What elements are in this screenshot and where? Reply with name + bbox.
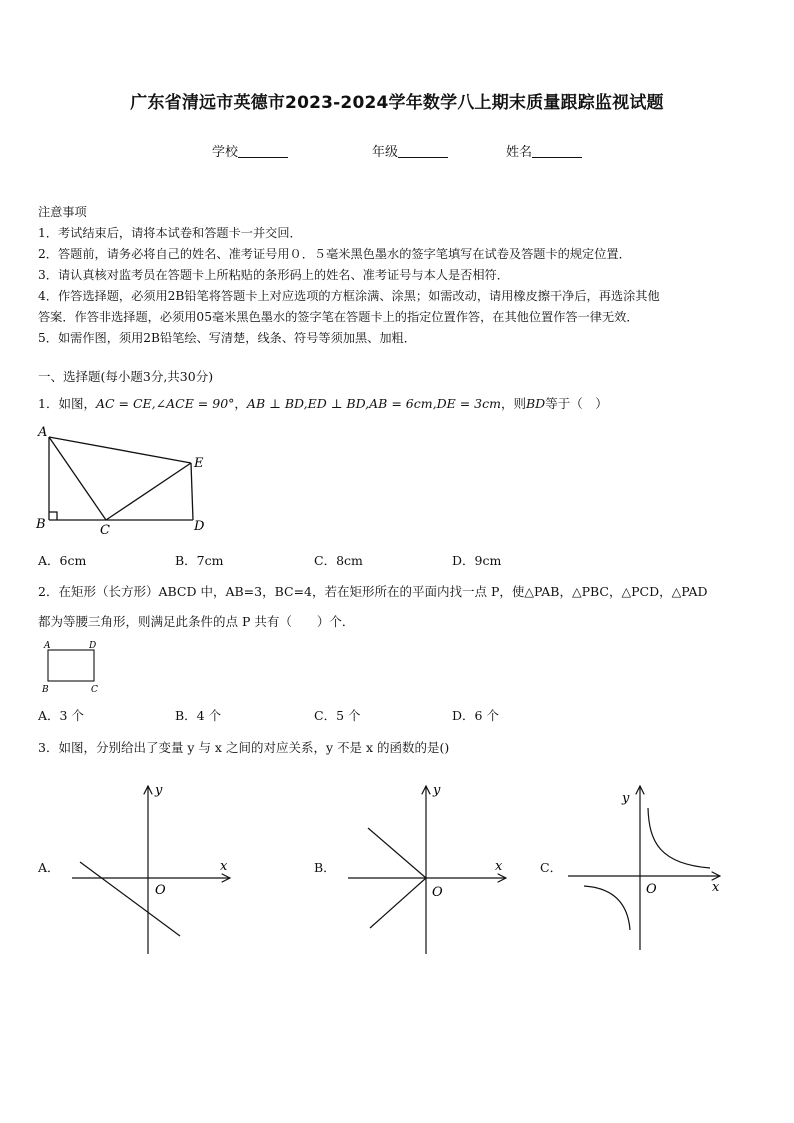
notice-item: 3．请认真核对监考员在答题卡上所粘贴的条形码上的姓名、准考证号与本人是否相符． (38, 268, 509, 282)
segment-ce (106, 463, 191, 520)
y-axis-label: y (155, 783, 163, 798)
label-b: B (42, 685, 49, 695)
segment-ae (49, 437, 191, 463)
right-angle-mark (49, 512, 57, 520)
q2-option-c[interactable]: C．5 个 (314, 708, 361, 723)
q1-math-condition-2: AB ⊥ BD,ED ⊥ BD,AB = 6cm,DE = 3cm (246, 396, 501, 411)
q1-math-condition-1: AC = CE,∠ACE = 90° (95, 396, 235, 411)
x-axis-label: x (495, 859, 503, 874)
notice-heading: 注意事项 (38, 205, 87, 219)
school-blank (238, 144, 288, 158)
lower-ray (370, 878, 426, 928)
grade-blank (398, 144, 448, 158)
x-axis-label: x (712, 880, 720, 895)
notice-item: 2．答题前，请务必将自己的姓名、准考证号用０．５毫米黑色墨水的签字笔填写在试卷及答题卡的规定位置． (38, 247, 631, 261)
function-line (80, 862, 180, 936)
y-axis-label: y (622, 791, 630, 806)
origin-label: O (155, 883, 166, 898)
q3-graph-c (562, 780, 742, 960)
notice-item: 1．考试结束后，请将本试卷和答题卡一并交回． (38, 226, 302, 240)
notice-item: 答案．作答非选择题，必须用05毫米黑色墨水的签字笔在答题卡上的指定位置作答，在其他位置作答一律无效． (38, 310, 639, 324)
question-2-line-1: 2．在矩形（长方形）ABCD 中，AB=3，BC=4，若在矩形所在的平面内找一点 P，使△PAB，△PBC，△PCD，△PAD (38, 584, 708, 599)
grade-label: 年级 (372, 145, 399, 160)
question-1 (38, 394, 608, 412)
question-2-line-2: 都为等腰三角形，则满足此条件的点 P 共有（ ）个． (38, 614, 355, 629)
q1-option-d[interactable]: D．9cm (452, 553, 502, 568)
notice-item: 4．作答选择题，必须用2B铅笔将答题卡上对应选项的方框涂满、涂黑；如需改动，请用橡皮擦干净后，再选涂其他 (38, 289, 660, 303)
q1-option-c[interactable]: C．8cm (314, 553, 363, 568)
q3-option-b[interactable]: B． (314, 860, 336, 875)
label-c: C (100, 523, 110, 538)
q1-mid: ，则 (500, 396, 526, 411)
q2-option-d[interactable]: D．6 个 (452, 708, 499, 723)
grade-field (372, 141, 448, 160)
y-axis-label: y (433, 783, 441, 798)
hyperbola-branch-third-quadrant (584, 886, 630, 930)
segment-de (191, 463, 193, 520)
q2-figure (36, 638, 106, 696)
q3-graph-a (66, 780, 246, 960)
origin-label: O (646, 882, 657, 897)
label-a: A (38, 425, 48, 440)
q3-graph-b (342, 780, 522, 960)
q1-math-bd: BD (525, 396, 546, 411)
q1-prefix: 1．如图， (38, 396, 96, 411)
label-d: D (89, 641, 97, 651)
q1-separator: ， (234, 396, 247, 411)
rectangle-abcd (48, 650, 94, 681)
segment-ac (49, 437, 106, 520)
name-label: 姓名 (506, 145, 533, 160)
q1-option-a[interactable]: A．6cm (38, 553, 87, 568)
q2-option-b[interactable]: B．4 个 (175, 708, 222, 723)
q1-option-b[interactable]: B．7cm (175, 553, 224, 568)
page-title: 广东省清远市英德市2023-2024学年数学八上期末质量跟踪监视试题 (130, 93, 664, 113)
school-field (212, 141, 288, 160)
section-heading: 一、选择题(每小题3分,共30分) (38, 369, 214, 384)
label-b: B (36, 517, 46, 532)
q1-figure (30, 420, 220, 540)
origin-label: O (432, 885, 443, 900)
name-blank (532, 144, 582, 158)
school-label: 学校 (212, 145, 239, 160)
label-c: C (91, 685, 98, 695)
q3-option-a[interactable]: A． (38, 860, 60, 875)
label-d: D (194, 519, 205, 534)
notice-item: 5．如需作图，须用2B铅笔绘、写清楚，线条、符号等须加黑、加粗． (38, 331, 416, 345)
label-a: A (44, 641, 51, 651)
question-3: 3．如图，分别给出了变量 y 与 x 之间的对应关系，y 不是 x 的函数的是() (38, 740, 450, 755)
q1-suffix: 等于（ ） (545, 396, 608, 411)
x-axis-label: x (220, 859, 228, 874)
q3-option-c[interactable]: C． (540, 860, 563, 875)
q2-option-a[interactable]: A．3 个 (38, 708, 84, 723)
label-e: E (194, 456, 204, 471)
hyperbola-branch-first-quadrant (648, 808, 710, 868)
upper-ray (368, 828, 426, 878)
name-field (506, 141, 582, 160)
